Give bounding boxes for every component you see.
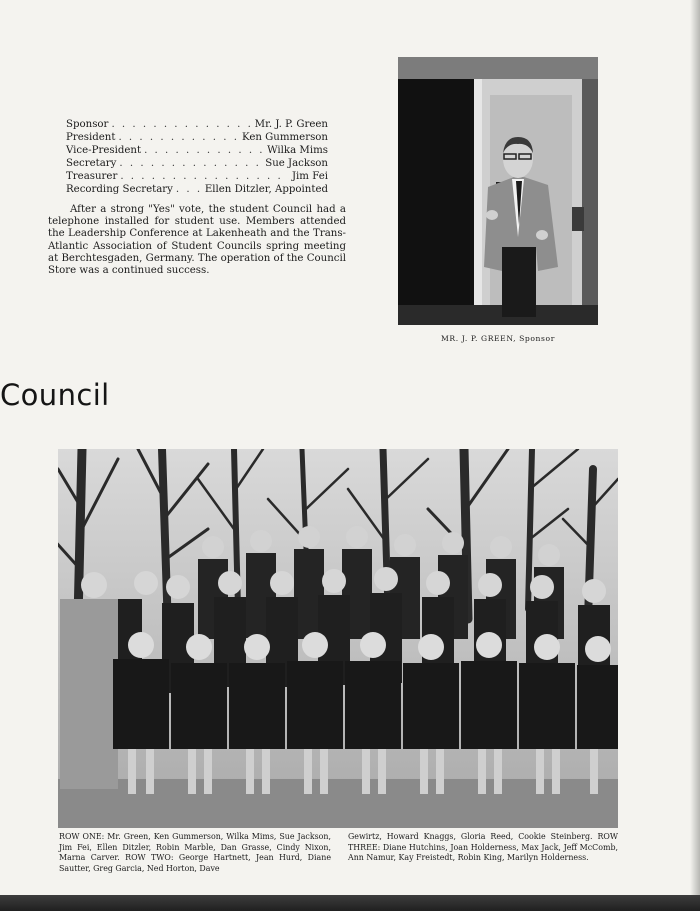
officer-row <box>66 131 328 144</box>
officer-title: Vice-President <box>66 145 142 157</box>
council-summary: After a strong "Yes" vote, the student Council had a telephone installed for student use. Members attended the Leadership Conference at Lakenheath and the Trans-Atlantic Association of Student Councils spring meeting at Berchtesgaden, Germany. The operation of the Council Store was a continued success. <box>48 204 346 277</box>
officer-list <box>66 118 328 197</box>
dot-leader <box>119 157 262 170</box>
officer-name: Ellen Ditzler, Appointed <box>204 184 328 196</box>
dot-leader <box>120 170 289 183</box>
group-caption-right: Gewirtz, Howard Knaggs, Gloria Reed, Cookie Steinberg. ROW THREE: Diane Hutchins, Joan Holderness, Max Jack, Jeff McComb, Ann Namur, Kay Freistedt, Robin King, Marilyn Holderness. <box>348 832 618 863</box>
officer-row <box>66 157 328 170</box>
page-edge-shadow <box>690 0 700 911</box>
sponsor-caption: MR. J. P. GREEN, Sponsor <box>441 334 555 343</box>
group-caption-left: ROW ONE: Mr. Green, Ken Gummerson, Wilka Mims, Sue Jackson, Jim Fei, Ellen Ditzler, Robin Marble, Dan Grasse, Cindy Nixon, Marna Carver. ROW TWO: George Hartnett, Jean Hurd, Diane Sautter, Greg Garcia, Ned Horton, Dave <box>59 832 331 873</box>
dot-leader <box>176 183 202 196</box>
officer-name: Ken Gummerson <box>241 132 328 144</box>
officer-title: President <box>66 132 116 144</box>
officer-title: Recording Secretary <box>66 184 173 196</box>
section-title: Council <box>0 378 110 412</box>
page-bottom-edge <box>0 895 700 911</box>
officer-title: Sponsor <box>66 119 109 130</box>
group-photo-image <box>58 449 618 828</box>
dot-leader <box>118 131 239 144</box>
group-photo <box>58 449 618 828</box>
sponsor-photo-image <box>398 57 598 325</box>
officer-row <box>66 183 328 196</box>
dot-leader <box>144 144 264 157</box>
sponsor-photo <box>398 57 598 325</box>
officer-row <box>66 170 328 183</box>
officer-name: Sue Jackson <box>265 158 328 170</box>
officer-name: Jim Fei <box>291 171 328 183</box>
officer-row <box>66 144 328 157</box>
officer-name: Mr. J. P. Green <box>254 119 328 130</box>
officer-title: Secretary <box>66 158 117 170</box>
officer-title: Treasurer <box>66 171 118 183</box>
officer-row <box>66 118 328 131</box>
dot-leader <box>111 118 251 131</box>
officer-name: Wilka Mims <box>267 145 328 157</box>
